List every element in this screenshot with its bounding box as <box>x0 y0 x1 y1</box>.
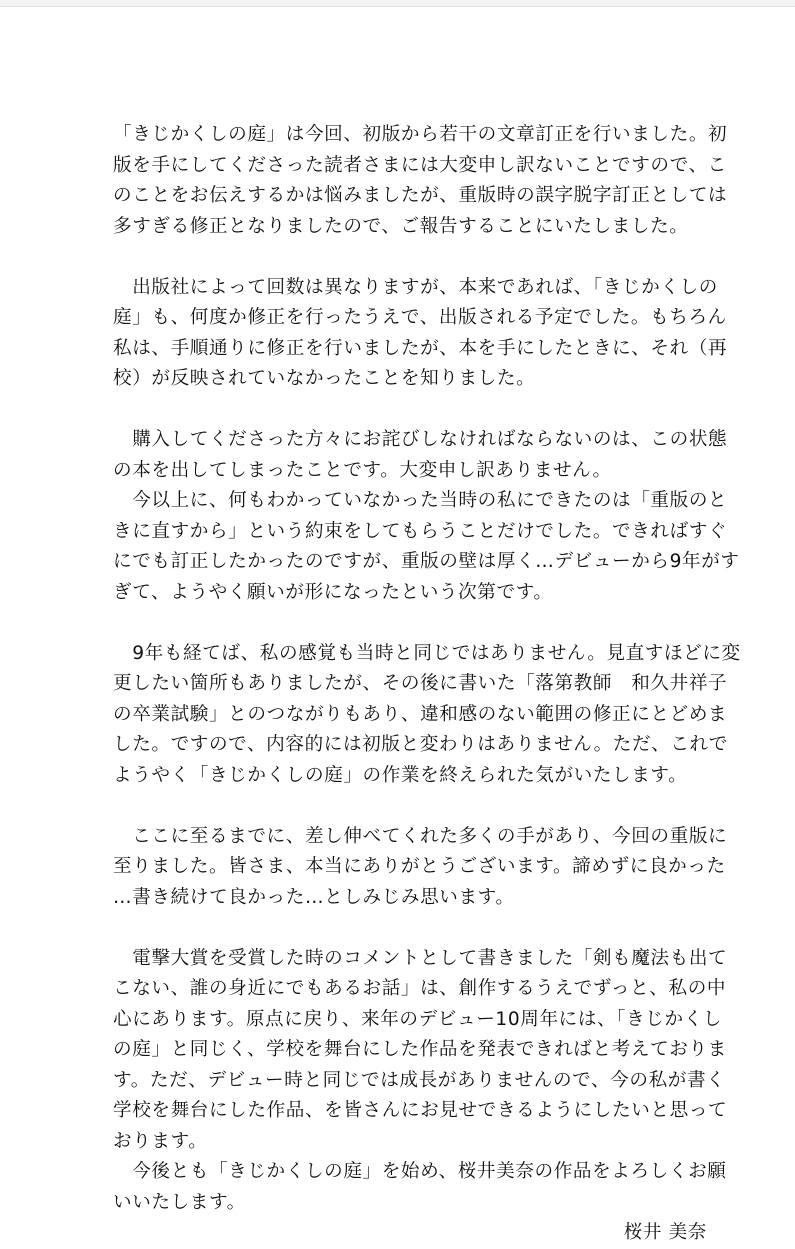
text-line: の庭」と同じく、学校を舞台にした作品を発表できればと考えておりま <box>113 1039 727 1060</box>
paragraph-4 <box>113 639 741 792</box>
text-line: 校）が反映されていなかったことを知りました。 <box>113 368 536 389</box>
text-line: した。ですので、内容的には初版と変わりはありません。ただ、これで <box>113 734 728 755</box>
author-signature: 桜井 美奈 <box>623 1222 707 1243</box>
text-line: 9年も経てば、私の感覚も当時と同じではありません。見直すほどに変 <box>113 642 741 664</box>
text-line: ここに至るまでに、差し伸べてくれた多くの手があり、今回の重版に <box>113 825 728 847</box>
text-line: 更したい箇所もありましたが、その後に書いた「落第教師 和久井祥子 <box>113 673 728 694</box>
paragraph-1 <box>113 120 728 242</box>
text-line: にでも訂正したかったのですが、重版の壁は厚く…デビューから9年がす <box>113 551 740 572</box>
text-line: いいたします。 <box>113 1191 246 1213</box>
text-line: 心にあります。原点に戻り、来年のデビュー10周年には、「きじかくし <box>113 1008 723 1030</box>
text-line: 電撃大賞を受賞した時のコメントとして書きました「剣も魔法も出て <box>113 947 728 969</box>
text-line: 至りました。皆さま、本当にありがとうございます。諦めずに良かった <box>113 856 726 877</box>
paragraph-spacer <box>113 608 713 639</box>
paragraph-spacer <box>113 791 713 822</box>
text-line: の卒業試験」とのつながりもあり、違和感のない範囲の修正にとどめま <box>113 703 728 725</box>
paragraph-spacer <box>113 913 713 944</box>
letter-document <box>113 120 741 1249</box>
text-line: の本を出してしまったことです。大変申し訳ありません。 <box>113 459 612 481</box>
paragraph-spacer <box>113 395 713 426</box>
text-line: のことをお伝えするかは悩みましたが、重版時の誤字脱字訂正としては <box>113 185 728 206</box>
text-line: 庭」も、何度か修正を行ったうえで、出版される予定でした。もちろん <box>113 307 727 328</box>
paragraph-3 <box>113 425 740 608</box>
text-line: おります。 <box>113 1130 208 1152</box>
paragraph-2 <box>113 273 728 395</box>
text-line: す。ただ、デビュー時と同じでは成長がありませんので、今の私が書く <box>113 1069 726 1091</box>
paragraph-spacer <box>113 242 713 273</box>
text-line: ぎて、ようやく願いが形になったという次第です。 <box>113 581 553 603</box>
text-line: 今以上に、何もわかっていなかった当時の私にできたのは「重版のと <box>113 490 728 511</box>
text-line: 「きじかくしの庭」は今回、初版から若干の文章訂正を行いました。初 <box>113 124 728 145</box>
text-line: ようやく「きじかくしの庭」の作業を終えられた気がいたします。 <box>113 764 688 786</box>
text-line: 購入してくださった方々にお詫びしなければならないのは、この状態 <box>113 429 728 450</box>
paragraph-5 <box>113 822 728 914</box>
text-line: きに直すから」という約束をしてもらうことだけでした。できればすぐ <box>113 520 728 542</box>
text-line: 学校を舞台にした作品、を皆さんにお見せできるようにしたいと思って <box>113 1100 728 1121</box>
text-line: こない、誰の身近にでもあるお話」は、創作するうえでずっと、私の中 <box>113 978 727 999</box>
text-line: 多すぎる修正となりましたので、ご報告することにいたしました。 <box>113 215 689 237</box>
text-line: 私は、手順通りに修正を行いましたが、本を手にしたときに、それ（再 <box>113 337 728 359</box>
text-line: …書き続けて良かった…としみじみ思います。 <box>113 886 515 908</box>
text-line: 出版社によって回数は異なりますが、本来であれば、「きじかくしの <box>113 276 718 298</box>
text-line: 今後とも「きじかくしの庭」を始め、桜井美奈の作品をよろしくお願 <box>113 1161 727 1182</box>
paragraph-6 <box>113 944 728 1219</box>
page-top-edge <box>0 0 795 7</box>
text-line: 版を手にしてくださった読者さまには大変申し訳ないことですので、こ <box>113 154 727 176</box>
